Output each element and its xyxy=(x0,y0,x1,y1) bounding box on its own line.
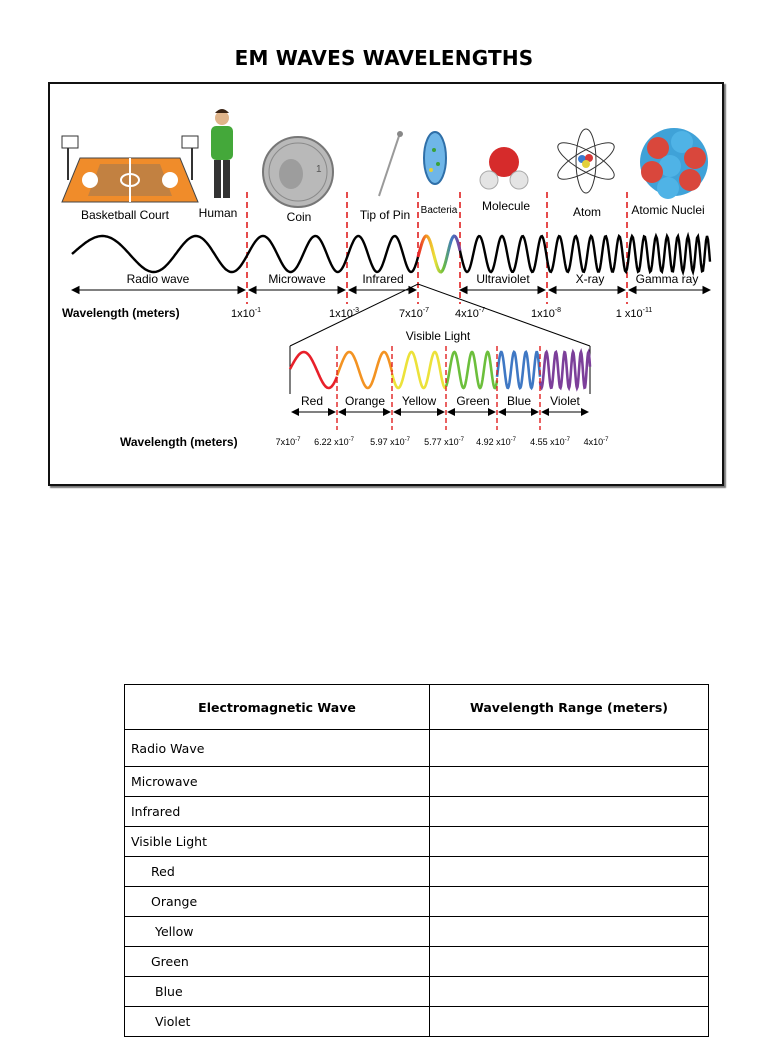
wave-name: Yellow xyxy=(125,917,430,947)
wave-name: Blue xyxy=(125,977,430,1007)
wl-infrared: $7x10^{-7}$ xyxy=(398,307,430,320)
table-row xyxy=(125,887,709,917)
vis-orange: Orange xyxy=(344,394,386,408)
band-ultraviolet: Ultraviolet xyxy=(476,272,530,286)
visible-wave-segment xyxy=(418,236,460,272)
wave-name: Violet xyxy=(125,1007,430,1037)
vwl-4: 4.92 $x10^{-7}$ xyxy=(476,437,516,447)
molecule-icon xyxy=(480,147,528,189)
label-bacteria: Bacteria xyxy=(420,205,458,216)
table-row xyxy=(125,917,709,947)
wave-name: Orange xyxy=(125,887,430,917)
vis-blue: Blue xyxy=(506,394,532,408)
table-row xyxy=(125,730,709,767)
wave-range[interactable] xyxy=(430,730,709,767)
label-human: Human xyxy=(198,206,238,220)
basketball-court-icon xyxy=(62,136,198,202)
table-row xyxy=(125,767,709,797)
wave-range[interactable] xyxy=(430,977,709,1007)
table-header-row xyxy=(125,685,709,730)
wavelength-worksheet-table xyxy=(124,684,709,1037)
visible-light-title: Visible Light xyxy=(405,329,471,343)
visible-wave-red xyxy=(290,352,337,388)
wave-name: Microwave xyxy=(125,767,430,797)
wavelength-label: Wavelength (meters) xyxy=(62,306,180,320)
wave-range[interactable] xyxy=(430,1007,709,1037)
page-title: EM WAVES WAVELENGTHS xyxy=(234,46,534,70)
wl-visible: $4x10^{-7}$ xyxy=(454,307,486,320)
vis-violet: Violet xyxy=(550,394,580,408)
vwl-2: 5.97 $x10^{-7}$ xyxy=(370,437,410,447)
vis-green: Green xyxy=(456,394,490,408)
wl-radio: $1x10^{-1}$ xyxy=(230,307,262,320)
wl-ultraviolet: $1x10^{-8}$ xyxy=(530,307,562,320)
table-row xyxy=(125,977,709,1007)
label-molecule: Molecule xyxy=(481,199,531,213)
em-spectrum-diagram xyxy=(50,84,722,484)
table-row xyxy=(125,857,709,887)
wave-range[interactable] xyxy=(430,797,709,827)
visible-spectrum-waves xyxy=(290,352,590,388)
vis-red: Red xyxy=(300,394,324,408)
label-basketball-court: Basketball Court xyxy=(80,208,170,222)
wave-name: Green xyxy=(125,947,430,977)
wave-name: Visible Light xyxy=(125,827,430,857)
table-row xyxy=(125,1007,709,1037)
vwl-0: $7x10^{-7}$ xyxy=(275,437,301,447)
wave-range[interactable] xyxy=(430,827,709,857)
wave-range[interactable] xyxy=(430,917,709,947)
band-gamma: Gamma ray xyxy=(635,272,699,286)
table-row xyxy=(125,797,709,827)
visible-wave-green xyxy=(446,352,497,388)
band-infrared: Infrared xyxy=(362,272,404,286)
vis-yellow: Yellow xyxy=(401,394,437,408)
wave-range[interactable] xyxy=(430,887,709,917)
vwl-5: 4.55 $x10^{-7}$ xyxy=(530,437,570,447)
coin-text: 1 xyxy=(316,164,322,175)
table-row xyxy=(125,947,709,977)
bacteria-icon xyxy=(424,132,446,184)
label-atom: Atom xyxy=(572,205,602,219)
atom-icon xyxy=(553,129,618,193)
band-microwave: Microwave xyxy=(268,272,326,286)
table-row xyxy=(125,827,709,857)
visible-wave-yellow xyxy=(392,352,446,388)
wave-name: Infrared xyxy=(125,797,430,827)
band-radio: Radio wave xyxy=(126,272,190,286)
human-icon xyxy=(211,109,233,198)
visible-wavelength-label: Wavelength (meters) xyxy=(120,435,238,449)
wave-name: Red xyxy=(125,857,430,887)
wl-xray: 1 $x10^{-11}$ xyxy=(615,307,653,320)
band-xray: X-ray xyxy=(575,272,605,286)
vwl-1: 6.22 $x10^{-7}$ xyxy=(314,437,354,447)
em-wave xyxy=(72,236,710,272)
label-tip-of-pin: Tip of Pin xyxy=(359,208,411,222)
header-wave: Electromagnetic Wave xyxy=(125,685,430,730)
vwl-3: 5.77 $x10^{-7}$ xyxy=(424,437,464,447)
wave-range[interactable] xyxy=(430,767,709,797)
em-spectrum-figure xyxy=(48,82,724,486)
pin-icon xyxy=(379,131,403,196)
visible-wave-orange xyxy=(337,352,392,388)
wave-range[interactable] xyxy=(430,947,709,977)
label-atomic-nuclei: Atomic Nuclei xyxy=(631,203,705,217)
wave-range[interactable] xyxy=(430,857,709,887)
atomic-nuclei-icon xyxy=(640,128,708,199)
label-coin: Coin xyxy=(286,210,312,224)
header-range: Wavelength Range (meters) xyxy=(430,685,709,730)
wl-microwave: $1x10^{-3}$ xyxy=(328,307,360,320)
coin-icon xyxy=(263,137,333,207)
visible-wave-violet xyxy=(540,352,590,388)
vwl-6: $4x10^{-7}$ xyxy=(583,437,609,447)
visible-wave-blue xyxy=(497,352,540,388)
wave-name: Radio Wave xyxy=(125,730,430,767)
